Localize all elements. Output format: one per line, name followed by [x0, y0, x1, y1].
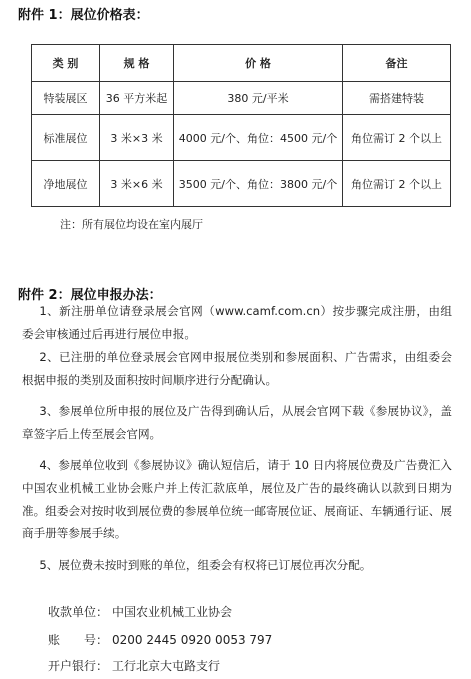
procedure-step-text: 1、新注册单位请登录展会官网（www.camf.com.cn）按步骤完成注册，由组委会审核通过后再进行展位申报。	[22, 304, 452, 341]
price-table	[31, 44, 451, 207]
account-label: 账 号：	[48, 633, 109, 647]
procedure-step-5	[22, 554, 452, 577]
attachment1-title: 附件 1：展位价格表：	[18, 8, 149, 23]
procedure-step-text: 5、展位费未按时到账的单位，组委会有权将已订展位再次分配。	[39, 558, 372, 572]
cell-price: 3500 元/个、角位：3800 元/个	[174, 161, 343, 207]
cell-spec: 3 米×6 米	[100, 161, 174, 207]
payee-label: 收款单位：	[48, 605, 109, 619]
procedure-step-1	[22, 300, 452, 346]
attachment2-title: 附件 2：展位申报办法：	[18, 288, 162, 303]
account-value: 0200 2445 0920 0053 797	[112, 633, 273, 647]
table-row	[32, 115, 451, 161]
cell-spec: 3 米×3 米	[100, 115, 174, 161]
header-note: 备注	[343, 45, 451, 82]
header-spec: 规 格	[100, 45, 174, 82]
cell-category: 标准展位	[32, 115, 100, 161]
cell-category: 特装展区	[32, 82, 100, 115]
payee-line	[48, 603, 232, 620]
cell-spec: 36 平方米起	[100, 82, 174, 115]
cell-category: 净地展位	[32, 161, 100, 207]
bank-label: 开户银行：	[48, 659, 109, 673]
bank-value: 工行北京大屯路支行	[112, 659, 221, 673]
account-line	[48, 631, 272, 648]
table-header-row	[32, 45, 451, 82]
cell-note: 需搭建特装	[343, 82, 451, 115]
header-price: 价 格	[174, 45, 343, 82]
cell-price: 380 元/平米	[174, 82, 343, 115]
table-footnote: 注：所有展位均设在室内展厅	[60, 218, 203, 231]
header-category: 类 别	[32, 45, 100, 82]
procedure-step-3	[22, 400, 452, 446]
procedure-step-4	[22, 454, 452, 545]
procedure-step-text: 2、已注册的单位登录展会官网申报展位类别和参展面积、广告需求，由组委会根据申报的类别及面积按时间顺序进行分配确认。	[22, 350, 452, 387]
payee-value: 中国农业机械工业协会	[112, 605, 233, 619]
table-row	[32, 161, 451, 207]
cell-note: 角位需订 2 个以上	[343, 161, 451, 207]
cell-price: 4000 元/个、角位：4500 元/个	[174, 115, 343, 161]
cell-note: 角位需订 2 个以上	[343, 115, 451, 161]
table-row	[32, 82, 451, 115]
procedure-step-2	[22, 346, 452, 392]
bank-line	[48, 657, 220, 674]
procedure-step-text: 3、参展单位所申报的展位及广告得到确认后，从展会官网下载《参展协议》，盖章签字后上传至展会官网。	[22, 404, 452, 441]
procedure-step-text: 4、参展单位收到《参展协议》确认短信后，请于 10 日内将展位费及广告费汇入中国农业机械工业协会账户并上传汇款底单，展位及广告的最终确认以款到日期为准。组委会对按时收到展位费的参展单位统一邮寄展位证、展商证、车辆通行证、展商手册等参展手续。	[22, 458, 452, 541]
